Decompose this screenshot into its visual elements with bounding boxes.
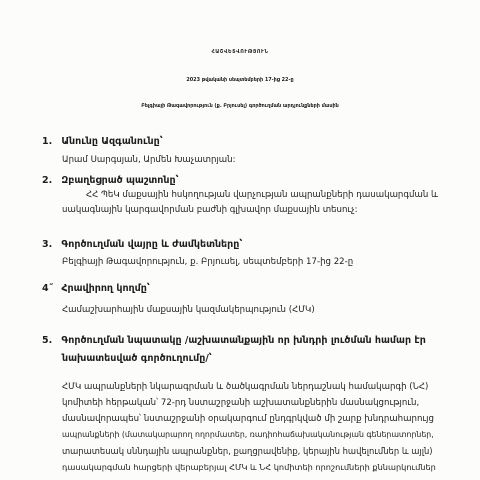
- section-5-paragraph-line-6: դասակարգման հարցերի վերաբերյալ ՀՄԿ և ՆՀ կոմիտեի որոշումների քննարկումներ: [62, 462, 436, 472]
- section-5-paragraph-line-5: տարատեսակ սննդային ապրանքներ, քաղցրավենիք, կերային հավելումներ և այլն): [62, 446, 433, 456]
- section-1-label: [42, 136, 163, 147]
- section-5-label-line-2: նախատեսված գործուղումը/՝: [62, 353, 212, 364]
- section-4-body: Համաշխարհային մաքսային կազմակերպություն (ՀՄԿ): [62, 305, 315, 315]
- section-2-text: Զբաղեցրած պաշտոնը՝: [61, 175, 179, 186]
- section-3-text: Գործուղման վայրը և ժամկետները՝: [61, 239, 243, 250]
- section-4-text: Հրավիրող կողմը՝: [61, 283, 150, 294]
- section-5-text: Գործուղման նպատակը /աշխատանքային որ խնդրի լուծման համար էր: [61, 335, 426, 346]
- section-5-paragraph-line-1: ՀՄԿ ապրանքների նկարագրման և ծածկագրման ներդաշնակ համակարգի (ՆՀ): [62, 382, 429, 392]
- section-3-number: 3.: [42, 239, 53, 250]
- section-2-body-line-1: ՀՀ ՊեԿ մաքսային հսկողության վարչության ապրանքների դասակարգման և: [86, 190, 439, 200]
- section-5-label-line-1: [42, 335, 426, 346]
- section-5-number: 5.: [42, 335, 53, 346]
- section-5-paragraph-line-2: կոմիտեի հերթական՝ 72-րդ նստաշրջանի աշխատանքներին մասնակցություն,: [62, 398, 420, 408]
- document-title: ՀԱՇՎԵՏՎՈՒԹՅՈՒՆ: [211, 49, 269, 55]
- document-date: 2023 թվականի սեպտեմբերի 17-ից 22-ը: [186, 77, 294, 83]
- section-4-number: 4˝: [42, 283, 54, 294]
- section-1-body: Արամ Սարգսյան, Արմեն Խաչատրյան:: [62, 155, 236, 165]
- section-5-paragraph-line-4: ապրանքների (մատակարարող ողորմատեր, ռադիոհաճախականության գեներատորներ,: [62, 430, 434, 439]
- section-2-body-line-2: սակագնային կարգավորման բաժնի գլխավոր մաքսային տեսուչ:: [62, 205, 358, 215]
- section-2-label: [42, 175, 179, 186]
- section-1-number: 1.: [42, 136, 53, 147]
- section-2-number: 2.: [42, 175, 53, 186]
- section-1-text: Անունը Ազգանունը՝: [61, 136, 163, 147]
- section-3-label: [42, 239, 242, 250]
- section-3-body: Բելգիայի Թագավորություն, ք. Բրյուսել, սեպտեմբերի 17-ից 22-ը: [62, 257, 354, 267]
- document-heading: Բելգիայի Թագավորություն (ք. Բրյուսել) գործուղման արդյունքների մասին: [141, 103, 339, 109]
- section-5-paragraph-line-3: մասնավորապես՝ նստաշրջանի օրակարգում ընդգրկված մի շարք խնդրահարույց: [62, 414, 434, 424]
- section-4-label: [42, 283, 150, 294]
